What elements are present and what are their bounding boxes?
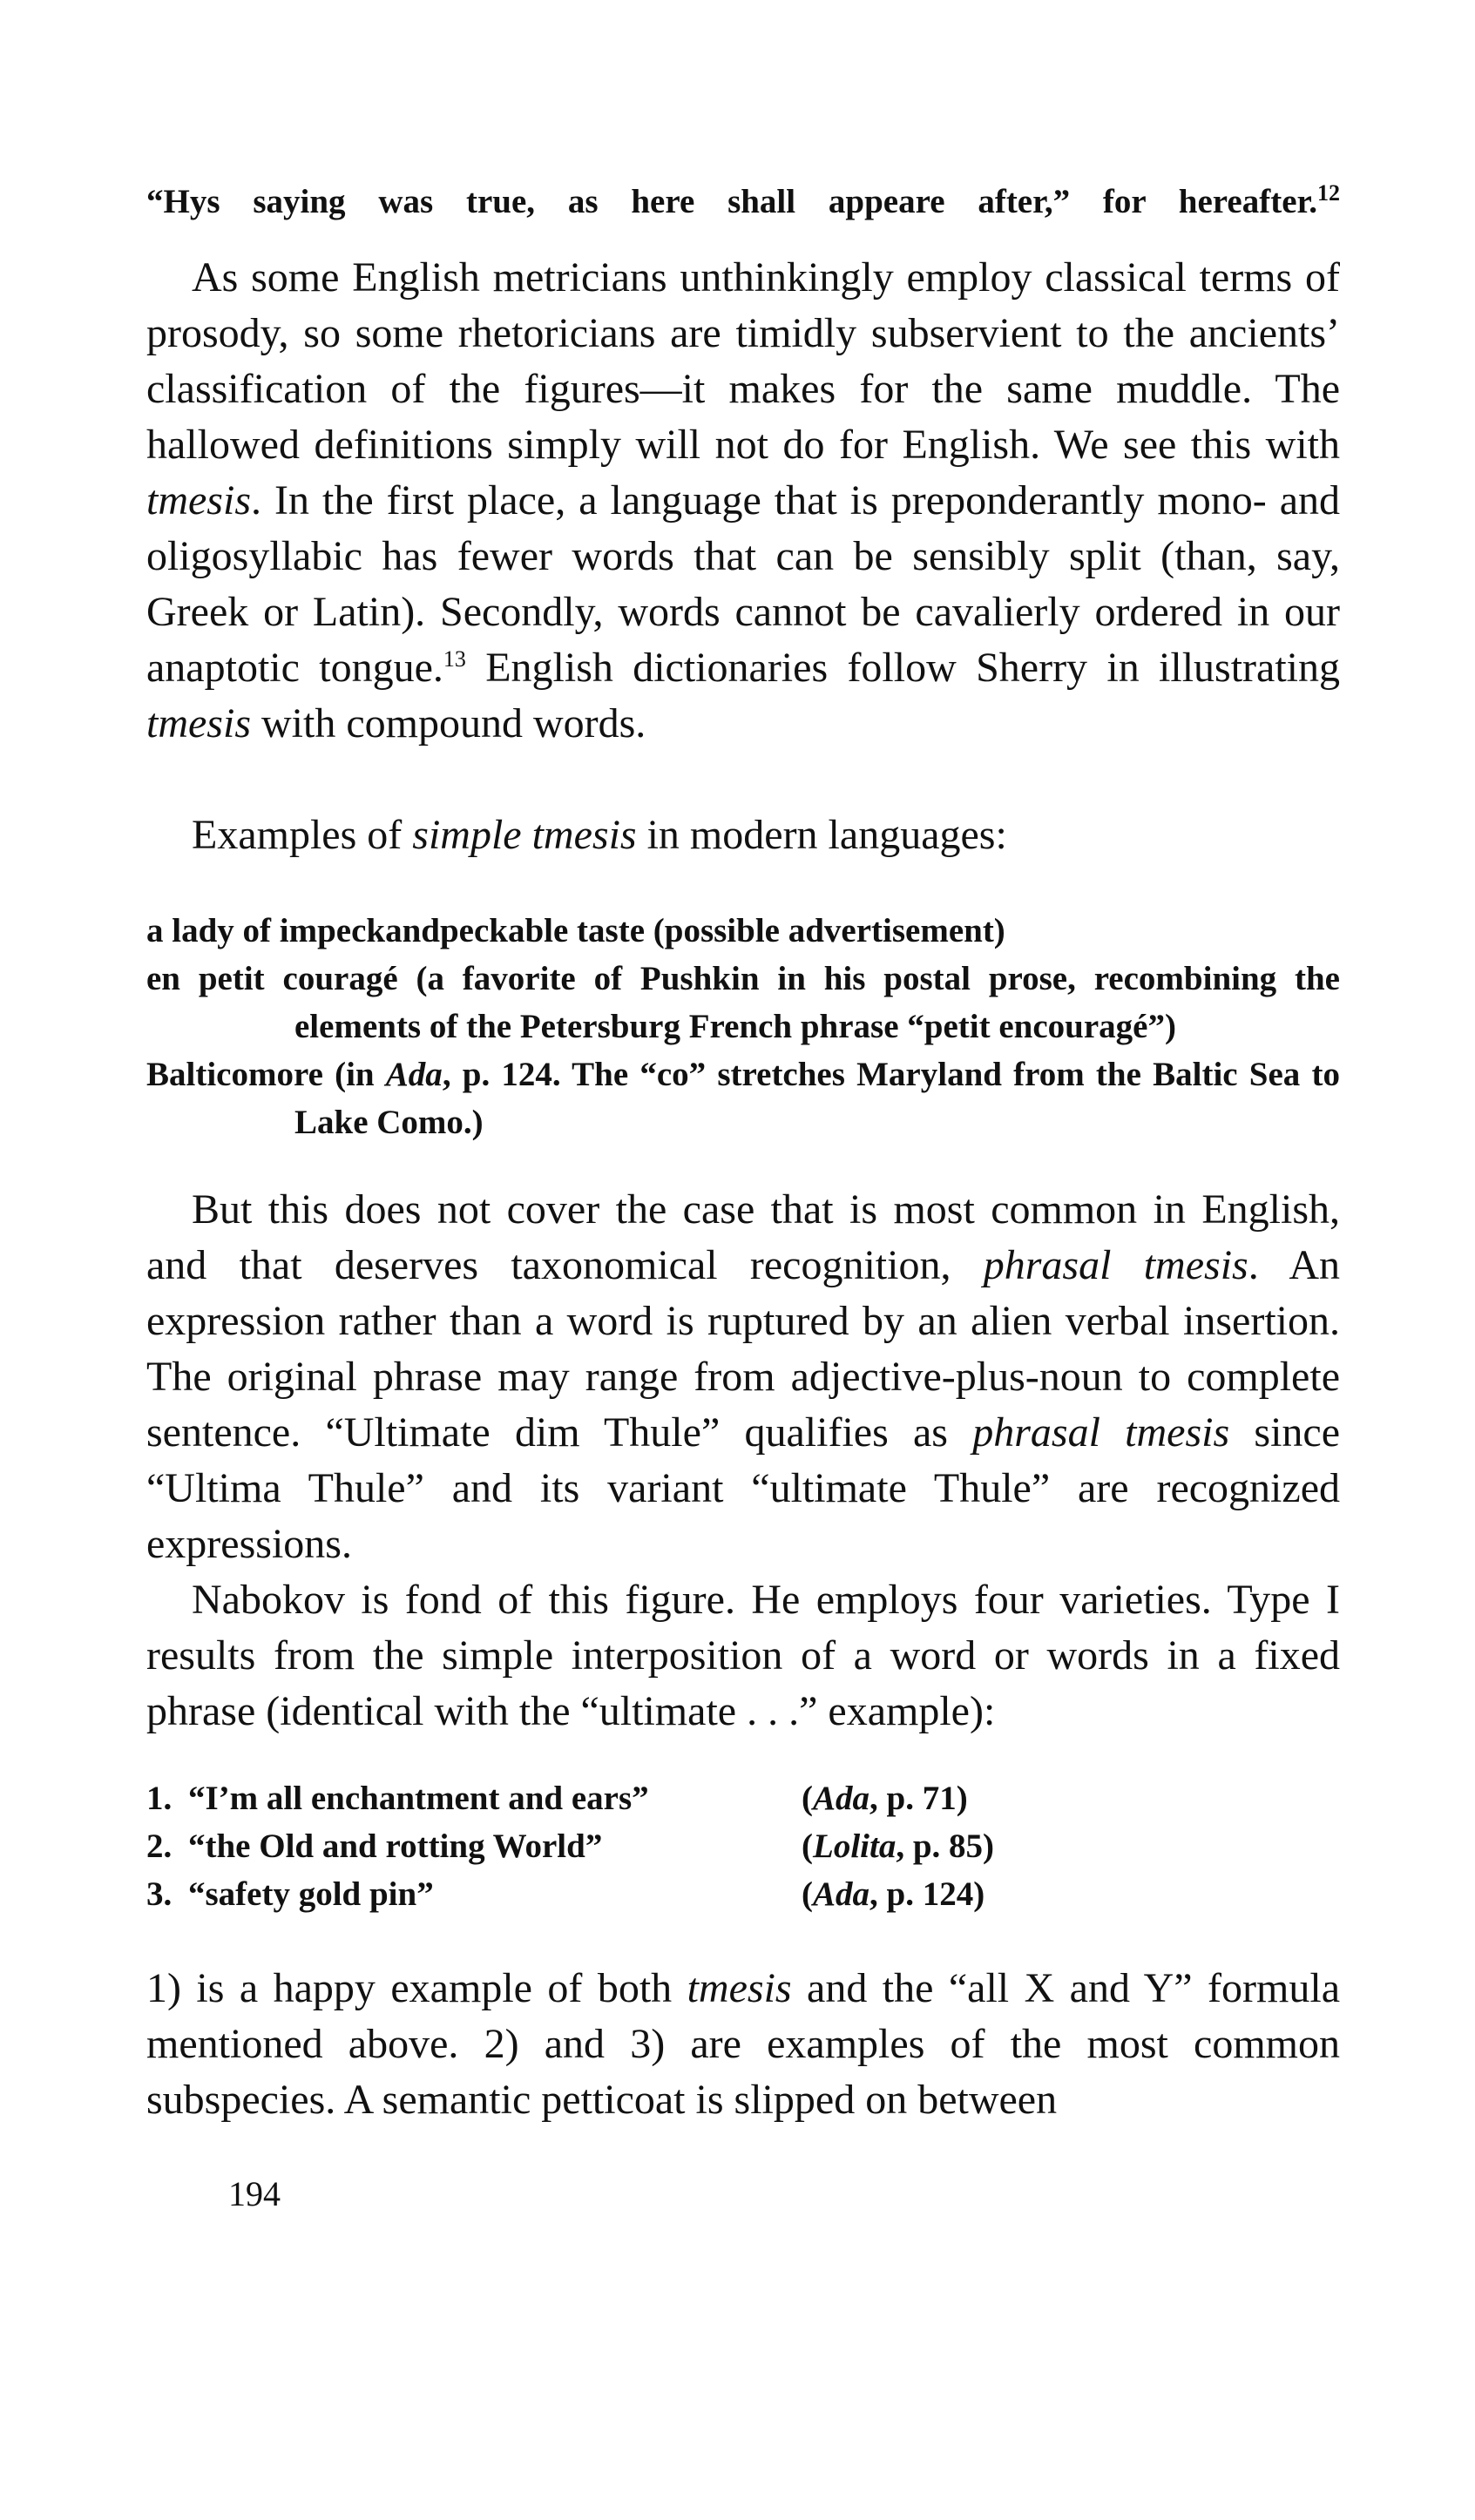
example-row-2 (146, 1822, 1340, 1870)
paragraph-2 (146, 807, 1340, 863)
example-row-1 (146, 1774, 1340, 1822)
paragraph-5 (146, 1961, 1340, 2128)
para3-italic-phrasal-2: phrasal tmesis (972, 1409, 1230, 1456)
paragraph-4 (146, 1572, 1340, 1740)
type-one-examples (146, 1774, 1340, 1918)
balticomore-post: , p. 124. The “co” stretches Maryland from the Baltic Sea to Lake Como.) (294, 1056, 1340, 1141)
footnote-ref-13: 13 (443, 646, 466, 672)
para2-italic: simple tmesis (412, 812, 637, 858)
source-page: , p. 124) (869, 1875, 985, 1913)
balticomore-italic-ada: Ada (385, 1056, 443, 1093)
example-quote: “the Old and rotting World” (188, 1828, 603, 1865)
source-open-paren: ( (802, 1875, 813, 1913)
example-row-3 (146, 1870, 1340, 1918)
para5-italic-tmesis: tmesis (687, 1965, 792, 2011)
source-book: Lolita (813, 1828, 897, 1865)
example-impeckandpeckable: a lady of impeckandpeckable taste (possible advertisement) (146, 912, 1005, 949)
source-page: , p. 85) (896, 1828, 995, 1865)
balticomore-pre: Balticomore (in (146, 1056, 386, 1093)
para1-text-c: English dictionaries follow Sherry in illustrating (465, 645, 1341, 691)
para3-italic-phrasal-1: phrasal tmesis (983, 1242, 1248, 1288)
para3-text-c: . An expression rather than a word is ruptured by an alien verbal insertion. The original phrase may range from adjective-plus-noun to complete sentence. “Ultimate dim Thule” qualifies as (146, 1242, 1341, 1456)
example-number: 2. (146, 1828, 173, 1865)
source-book: Ada (813, 1780, 870, 1817)
example-number: 3. (146, 1875, 173, 1913)
example-source (802, 1870, 1063, 1918)
source-open-paren: ( (802, 1780, 813, 1817)
para4-text: Nabokov is fond of this figure. He employs four varieties. Type I results from the simple interposition of a word or words in a fixed phrase (identical with the “ultimate . . .” example): (146, 1577, 1340, 1734)
example-quote: “I’m all enchantment and ears” (188, 1780, 649, 1817)
source-open-paren: ( (802, 1828, 813, 1865)
example-source (802, 1822, 1063, 1870)
para5-text-a: 1) is a happy example of both (146, 1965, 687, 2011)
example-number: 1. (146, 1780, 173, 1817)
para1-text-b: . In the first place, a language that is preponderantly mono- and oligosyllabic has fewer words that can be sensibly split (than, say, Greek or Latin). Secondly, words cannot be cavalierly ordered in our anaptotic tongue. (146, 477, 1340, 691)
example-balticomore (146, 1051, 1340, 1146)
paragraph-3 (146, 1182, 1340, 1572)
simple-tmesis-examples (146, 907, 1340, 1146)
paragraph-1 (146, 250, 1340, 752)
para1-text-a: As some English metricians unthinkingly employ classical terms of prosody, so some rhetoricians are timidly subservient to the ancients’ classification of the figures—it makes for the same muddle. The hallowed definitions simply will not do for English. We see this with (146, 254, 1340, 468)
para5-text-c: and the “all X and Y” formula mentioned above. 2) and 3) are examples of the most common subspecies. A semantic petticoat is slipped on between (146, 1965, 1340, 2123)
para3-text-e: since “Ultima Thule” and its variant “ultimate Thule” are recognized expressions. (146, 1409, 1341, 1567)
source-book: Ada (813, 1875, 870, 1913)
top-quote-text: “Hys saying was true, as here shall appeare after,” for hereafter. (146, 183, 1317, 220)
page-number: 194 (228, 2174, 281, 2213)
source-page: , p. 71) (869, 1780, 968, 1817)
footnote-ref-12: 12 (1317, 180, 1340, 206)
example-petit-courage: en petit couragé (a favorite of Pushkin in his postal prose, recombining the elements of the Petersburg French phrase “petit encouragé”) (146, 960, 1340, 1045)
para1-italic-tmesis-2: tmesis (146, 700, 251, 747)
para2-text-a: Examples of (192, 812, 413, 858)
para1-text-d: with compound words. (251, 700, 646, 747)
example-quote: “safety gold pin” (188, 1875, 434, 1913)
para2-text-c: in modern languages: (636, 812, 1007, 858)
example-source (802, 1774, 1063, 1822)
para1-italic-tmesis-1: tmesis (146, 477, 251, 524)
top-quote-line (146, 181, 1340, 223)
para3-text-a: But this does not cover the case that is most common in English, and that deserves taxonomical recognition, (146, 1186, 1340, 1288)
